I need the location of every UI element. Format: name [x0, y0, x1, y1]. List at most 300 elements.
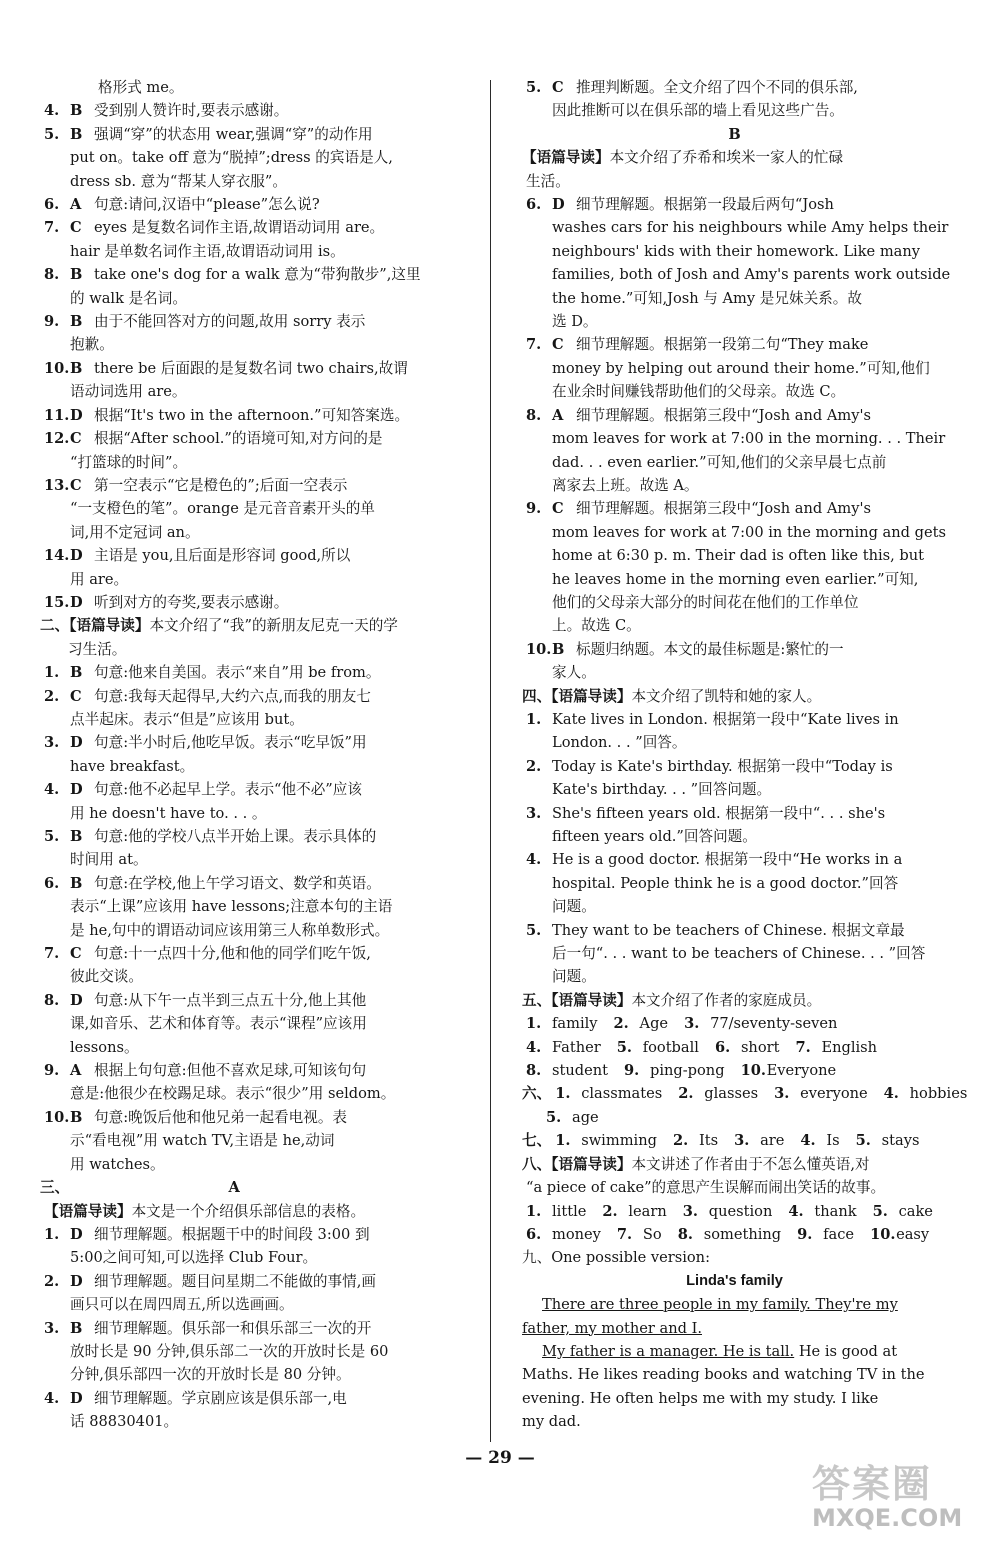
fill-word: money — [552, 1225, 601, 1243]
section-3-answers — [40, 1223, 475, 1434]
item-number: 2. — [672, 1132, 689, 1150]
answer-letter: D — [70, 1272, 83, 1290]
guide-text: “a piece of cake”的意思产生误解而闹出笑话的故事。 — [526, 1179, 886, 1197]
item-explanation: 句意:十一点四十分,他和他的同学们吃午饭, — [94, 945, 371, 963]
guide-label: 【语篇导读】 — [522, 149, 610, 167]
item-explanation-line: 因此推断可以在俱乐部的墙上看见这些广告。 — [552, 102, 844, 120]
answer-item — [40, 1317, 475, 1340]
item-explanation-line: washes cars for his neighbours while Amy helps their — [552, 219, 949, 237]
fill-word: Everyone — [766, 1062, 837, 1080]
fill-word: English — [821, 1038, 878, 1056]
item-number: 4. — [800, 1132, 816, 1150]
item-explanation: 句意:半小时后,他吃早饭。表示“吃早饭”用 — [94, 734, 367, 752]
fill-word: question — [708, 1202, 773, 1220]
item-number: 4. — [526, 1038, 542, 1056]
item-number: 13. — [44, 476, 70, 494]
answer-item — [40, 1223, 475, 1246]
item-explanation-line: 课,如音乐、艺术和体育等。表示“课程”应该用 — [70, 1015, 367, 1033]
guide-text: 本文是一个介绍俱乐部信息的表格。 — [131, 1202, 366, 1220]
item-explanation: 根据“After school.”的语境可知,对方问的是 — [94, 430, 383, 448]
item-explanation: 句意:从下午一点半到三点五十分,他上其他 — [94, 991, 367, 1009]
fill-word: thank — [814, 1202, 857, 1220]
item-explanation: 句意:他不必起早上学。表示“他不必”应该 — [94, 781, 362, 799]
item-explanation-line: 上。故选 C。 — [552, 617, 641, 635]
fill-row — [522, 1082, 968, 1105]
section-1-answers — [40, 99, 475, 614]
guide-text: 本文介绍了乔希和埃米一家人的忙碌 — [609, 149, 844, 167]
item-number: 10. — [740, 1062, 766, 1080]
fill-word: are — [760, 1132, 785, 1150]
passage-a-title: A — [228, 1179, 240, 1197]
answer-item — [522, 802, 947, 825]
section-9-heading: 九、One possible version: — [522, 1249, 711, 1267]
item-number: 6. — [714, 1038, 731, 1056]
fill-word: little — [552, 1202, 587, 1220]
item-explanation: 句意:晚饭后他和他兄弟一起看电视。表 — [94, 1108, 348, 1126]
answer-letter: A — [552, 406, 564, 424]
fill-word: stays — [881, 1132, 920, 1150]
item-explanation: 句意:我每天起得早,大约六点,而我的朋友七 — [94, 687, 371, 705]
item-explanation: 细节理解题。根据第一段最后两句“Josh — [576, 196, 834, 214]
section-3-label: 三、 — [40, 1179, 70, 1197]
item-number: 3. — [44, 1319, 60, 1337]
fill-word: age — [572, 1108, 599, 1126]
item-explanation-line: the home.”可知,Josh 与 Amy 是兄妹关系。故 — [552, 289, 862, 307]
item-explanation-line: have breakfast。 — [70, 757, 195, 775]
item-number: 9. — [44, 1062, 60, 1080]
fill-word: So — [642, 1225, 662, 1243]
answer-item — [522, 638, 947, 661]
item-number: 1. — [44, 1225, 60, 1243]
item-explanation: 强调“穿”的状态用 wear,强调“穿”的动作用 — [94, 125, 373, 143]
item-explanation: 细节理解题。根据题干中的时间段 3:00 到 — [94, 1225, 370, 1243]
answer-letter: C — [552, 336, 564, 354]
item-number: 5. — [44, 828, 60, 845]
fill-word: something — [703, 1225, 782, 1243]
answer-letter: C — [70, 430, 82, 448]
answer-letter: D — [70, 547, 83, 565]
item-explanation: 主语是 you,且后面是形容词 good,所以 — [94, 547, 351, 565]
answer-item — [40, 474, 475, 497]
item-number: 3. — [734, 1132, 750, 1150]
item-explanation-line: hair 是单数名词作主语,故谓语动词用 is。 — [70, 242, 345, 260]
answer-item — [40, 99, 475, 122]
passage-b-guide — [522, 146, 947, 169]
item-explanation: 句意:请问,汉语中“please”怎么说? — [94, 196, 320, 214]
fill-word: face — [823, 1225, 855, 1243]
answer-letter: B — [70, 266, 83, 284]
item-number: 11. — [44, 406, 70, 424]
answer-letter: D — [70, 1389, 83, 1407]
item-number: 4. — [44, 781, 60, 799]
item-number: 8. — [526, 1062, 542, 1080]
item-number: 8. — [44, 991, 60, 1009]
guide-text: 本文介绍了作者的家庭成员。 — [631, 991, 822, 1009]
item-explanation: 细节理解题。根据第三段中“Josh and Amy's — [576, 500, 871, 518]
item-number: 3. — [774, 1085, 790, 1103]
item-explanation-line: 问题。 — [552, 968, 596, 986]
section-2-answers — [40, 661, 475, 1176]
item-explanation: 句意:他的学校八点半开始上课。表示具体的 — [94, 828, 377, 845]
answer-item — [40, 263, 475, 286]
item-explanation-line: 离家去上班。故选 A。 — [552, 476, 699, 494]
item-explanation: Today is Kate's birthday. 根据第一段中“Today is — [552, 757, 893, 775]
item-explanation-line: 在业余时间赚钱帮助他们的父母亲。故选 C。 — [552, 383, 846, 401]
item-number: 5. — [872, 1202, 888, 1220]
answer-letter: D — [70, 593, 83, 611]
item-explanation-line: mom leaves for work at 7:00 in the morning and gets — [552, 523, 946, 541]
answer-item — [522, 333, 947, 356]
fill-word: hobbies — [909, 1085, 968, 1103]
fill-word: Age — [639, 1015, 669, 1033]
answer-item — [40, 989, 475, 1012]
section-8-heading — [522, 1153, 947, 1176]
answer-letter: D — [70, 781, 83, 799]
item-number: 9. — [624, 1062, 640, 1080]
item-number: 15. — [44, 593, 70, 611]
fill-word: swimming — [581, 1132, 657, 1150]
left-column — [40, 76, 475, 1434]
item-explanation-line: lessons。 — [70, 1038, 139, 1056]
item-number: 10. — [44, 359, 70, 377]
answer-item — [40, 123, 475, 146]
item-number: 4. — [44, 102, 60, 120]
item-explanation: take one's dog for a walk 意为“带狗散步”,这里 — [94, 266, 421, 284]
item-number: 2. — [602, 1202, 618, 1220]
answer-letter: B — [70, 1108, 83, 1126]
fill-word: Its — [698, 1132, 719, 1150]
item-explanation-line: 5:00之间可知,可以选择 Club Four。 — [70, 1249, 318, 1267]
item-explanation-line: Kate's birthday. . . ”回答问题。 — [552, 781, 772, 799]
fill-row — [522, 1059, 947, 1082]
answer-letter: B — [70, 359, 83, 377]
item-explanation-line: 用 watches。 — [70, 1155, 165, 1173]
section-2-label: 二、【语篇导读】 — [40, 617, 150, 635]
section-label: 六、 — [522, 1085, 552, 1103]
watermark-text: 答案圈 — [812, 1462, 933, 1506]
answer-item — [40, 310, 475, 333]
item-explanation-line: home at 6:30 p. m. Their dad is often like this, but — [552, 547, 925, 565]
section-8-label: 八、【语篇导读】 — [522, 1155, 632, 1173]
section-2-heading — [40, 614, 475, 637]
item-number: 9. — [44, 313, 60, 331]
answer-letter: D — [70, 734, 83, 752]
item-explanation-line: 后一句“. . . want to be teachers of Chinese. . . ”回答 — [552, 945, 926, 963]
answer-letter: A — [70, 1062, 82, 1080]
item-explanation-line: 时间用 at。 — [70, 851, 148, 869]
answer-letter: D — [552, 196, 565, 214]
item-explanation-line: 用 he doesn't have to. . . 。 — [70, 804, 267, 822]
answer-item — [40, 778, 475, 801]
essay-underlined: father, my mother and I. — [522, 1319, 702, 1337]
answer-letter: A — [70, 196, 82, 214]
fill-row — [522, 1129, 947, 1152]
essay-underlined: There are three people in my family. They're my — [542, 1296, 898, 1314]
item-explanation: eyes 是复数名词作主语,故谓语动词用 are。 — [94, 219, 385, 237]
item-number: 4. — [883, 1085, 899, 1103]
fill-word: Is — [826, 1132, 840, 1150]
guide-label: 【语篇导读】 — [44, 1202, 132, 1220]
item-number: 8. — [677, 1225, 693, 1243]
item-explanation-line: dress sb. 意为“帮某人穿衣服”。 — [70, 172, 287, 190]
item-explanation-line: 他们的父母亲大部分的时间花在他们的工作单位 — [552, 593, 859, 611]
item-number: 3. — [684, 1015, 700, 1033]
essay-underlined: My father is a manager. He is tall. — [542, 1342, 795, 1360]
answer-letter: B — [70, 1319, 83, 1337]
item-explanation-line: 示“看电视”用 watch TV,主语是 he,动词 — [70, 1132, 335, 1150]
item-number: 10. — [44, 1108, 70, 1126]
item-number: 1. — [526, 1015, 542, 1033]
item-number: 3. — [682, 1202, 699, 1220]
item-explanation: 细节理解题。根据第三段中“Josh and Amy's — [576, 406, 871, 424]
column-divider — [490, 80, 491, 1442]
item-explanation: 听到对方的夸奖,要表示感谢。 — [94, 593, 289, 611]
passage-b-title: B — [728, 125, 741, 143]
essay-text: He is good at — [794, 1342, 898, 1360]
item-explanation-line: dad. . . even earlier.”可知,他们的父亲早晨七点前 — [552, 453, 887, 471]
fill-row — [522, 1223, 947, 1246]
section-6-answers — [522, 1082, 968, 1129]
essay-line — [522, 1340, 947, 1363]
answer-item — [40, 404, 475, 427]
item-explanation: 由于不能回答对方的问题,故用 sorry 表示 — [94, 313, 366, 331]
continued-line: 格形式 me。 — [98, 79, 184, 96]
item-number: 6. — [526, 1225, 542, 1243]
item-explanation-line: 画只可以在周四周五,所以选画画。 — [70, 1296, 294, 1314]
fill-word: student — [552, 1062, 608, 1080]
item-number: 7. — [795, 1038, 811, 1056]
item-number: 6. — [44, 196, 60, 214]
item-explanation-line: 语动词选用 are。 — [70, 383, 187, 401]
answer-item — [40, 591, 475, 614]
guide-text: 本文介绍了凯特和她的家人。 — [631, 687, 822, 705]
answer-item — [40, 661, 475, 684]
page-number: — 29 — — [465, 1448, 535, 1468]
item-number: 10. — [526, 640, 552, 658]
answer-item — [40, 544, 475, 567]
fill-row — [522, 1036, 947, 1059]
item-number: 14. — [44, 547, 70, 565]
item-number: 7. — [526, 336, 542, 354]
item-explanation-line: “打篮球的时间”。 — [70, 453, 188, 471]
item-number: 2. — [526, 757, 542, 775]
section-2-guide-line: 习生活。 — [68, 640, 127, 658]
item-number: 2. — [44, 1272, 60, 1290]
fill-word: Father — [552, 1038, 601, 1056]
item-number: 2. — [613, 1015, 629, 1033]
item-explanation-line: 抱歉。 — [70, 336, 114, 354]
item-number: 1. — [555, 1132, 571, 1150]
item-explanation-line: 词,用不定冠词 an。 — [70, 523, 200, 541]
item-explanation-line: 问题。 — [552, 898, 596, 916]
answer-letter: C — [552, 500, 564, 518]
passage-a-guide — [40, 1200, 475, 1223]
answer-letter: B — [70, 102, 83, 120]
item-number: 5. — [526, 79, 542, 96]
answer-item — [522, 497, 947, 520]
item-number: 10. — [870, 1225, 896, 1243]
watermark-url: MXQE.COM — [812, 1504, 963, 1532]
fill-word: short — [740, 1038, 780, 1056]
item-explanation: Kate lives in London. 根据第一段中“Kate lives in — [552, 710, 899, 728]
item-number: 3. — [526, 804, 542, 822]
section-4-answers — [522, 708, 947, 989]
essay-line: evening. He often helps me with my study. I like — [522, 1389, 879, 1407]
item-number: 2. — [678, 1085, 694, 1103]
item-explanation-line: “一支橙色的笔”。orange 是元音音素开头的单 — [70, 500, 375, 518]
item-number: 6. — [526, 196, 542, 214]
item-explanation-line: mom leaves for work at 7:00 in the morning. . . Their — [552, 430, 946, 448]
section-label: 七、 — [522, 1132, 552, 1150]
item-explanation: 根据上句句意:但他不喜欢足球,可知该句句 — [94, 1062, 367, 1080]
guide-text: 本文讲述了作者由于不怎么懂英语,对 — [631, 1155, 870, 1173]
answer-letter: C — [70, 476, 82, 494]
answer-letter: D — [70, 991, 83, 1009]
item-number: 1. — [44, 664, 60, 682]
answer-letter: C — [552, 79, 564, 96]
answer-letter: D — [70, 406, 83, 424]
item-explanation-line: 点半起床。表示“但是”应该用 but。 — [70, 710, 304, 728]
item-explanation: He is a good doctor. 根据第一段中“He works in a — [552, 851, 903, 869]
answer-item — [522, 708, 947, 731]
item-explanation-line: 分钟,俱乐部四一次的开放时长是 80 分钟。 — [70, 1366, 351, 1384]
item-explanation-line: hospital. People think he is a good doctor.”回答 — [552, 874, 899, 892]
fill-row — [522, 1106, 947, 1129]
answer-item — [40, 1106, 475, 1129]
item-explanation-line: 话 88830401。 — [70, 1413, 179, 1431]
section-2-guide-line: 本文介绍了“我”的新朋友尼克一天的学 — [149, 617, 398, 635]
item-explanation: 句意:在学校,他上午学习语文、数学和英语。 — [94, 874, 381, 892]
item-number: 1. — [526, 710, 542, 728]
item-explanation-line: 选 D。 — [552, 313, 598, 331]
item-explanation-line: 放时长是 90 分钟,俱乐部二一次的开放时长是 60 — [70, 1342, 389, 1360]
answer-item — [40, 193, 475, 216]
item-number: 5. — [526, 921, 542, 939]
item-explanation-line: fifteen years old.”回答问题。 — [552, 828, 757, 845]
answer-item — [40, 1059, 475, 1082]
fill-word: easy — [896, 1225, 930, 1243]
fill-word: 77/seventy-seven — [710, 1015, 838, 1033]
answer-item — [40, 1270, 475, 1293]
answer-letter: D — [70, 1225, 83, 1243]
answer-item — [40, 357, 475, 380]
fill-row — [522, 1200, 947, 1223]
item-explanation: 受到别人赞许时,要表示感谢。 — [94, 102, 289, 120]
section-4-heading — [522, 685, 947, 708]
right-column — [522, 76, 968, 1434]
item-explanation-line: 表示“上课”应该用 have lessons;注意本句的主语 — [70, 898, 393, 916]
item-number: 3. — [44, 734, 60, 752]
item-explanation-line: 是 he,句中的谓语动词应该用第三人称单数形式。 — [70, 921, 390, 939]
item-explanation: 句意:他来自美国。表示“来自”用 be from。 — [94, 664, 381, 682]
item-explanation: there be 后面跟的是复数名词 two chairs,故谓 — [94, 359, 408, 377]
answer-item — [522, 76, 947, 99]
answer-item — [40, 872, 475, 895]
item-number: 4. — [788, 1202, 804, 1220]
section-3-answer-5 — [522, 76, 947, 123]
section-7-answers — [522, 1129, 947, 1152]
fill-row — [522, 1012, 947, 1035]
answer-letter: B — [552, 640, 565, 658]
section-5-heading — [522, 989, 947, 1012]
item-explanation-line: 意是:他很少在校踢足球。表示“很少”用 seldom。 — [70, 1085, 396, 1103]
item-explanation: 第一空表示“它是橙色的”;后面一空表示 — [94, 476, 348, 494]
section-8-answers — [522, 1200, 947, 1247]
item-number: 9. — [797, 1225, 813, 1243]
answer-letter: B — [70, 828, 83, 845]
essay-line: Maths. He likes reading books and watching TV in the — [522, 1366, 925, 1384]
section-5-answers — [522, 1012, 947, 1082]
answer-item — [522, 755, 947, 778]
item-explanation: 细节理解题。俱乐部一和俱乐部三一次的开 — [94, 1319, 372, 1337]
answer-item — [40, 685, 475, 708]
item-explanation: They want to be teachers of Chinese. 根据文章最 — [552, 921, 905, 939]
item-number: 2. — [44, 687, 60, 705]
passage-b-answers — [522, 193, 951, 685]
item-explanation-line: families, both of Josh and Amy's parents work outside — [552, 266, 951, 284]
answer-item — [40, 1387, 475, 1410]
item-explanation-line: put on。take off 意为“脱掉”;dress 的宾语是人, — [70, 149, 393, 167]
item-number: 1. — [526, 1202, 542, 1220]
item-number: 1. — [555, 1085, 571, 1103]
answer-letter: B — [70, 874, 83, 892]
item-number: 8. — [44, 266, 60, 284]
answer-letter: B — [70, 664, 83, 682]
fill-word: ping-pong — [650, 1062, 725, 1080]
essay-line — [522, 1293, 947, 1316]
section-5-label: 五、【语篇导读】 — [522, 991, 632, 1009]
item-number: 4. — [44, 1389, 60, 1407]
item-explanation: 标题归纳题。本文的最佳标题是:繁忙的一 — [576, 640, 844, 658]
fill-word: classmates — [581, 1085, 663, 1103]
essay-line — [522, 1317, 947, 1340]
item-explanation: 推理判断题。全文介绍了四个不同的俱乐部, — [576, 79, 858, 96]
item-explanation: She's fifteen years old. 根据第一段中“. . . she's — [552, 804, 886, 822]
answer-item — [40, 427, 475, 450]
answer-letter: B — [70, 313, 83, 331]
answer-item — [40, 825, 475, 848]
answer-item — [522, 404, 947, 427]
answer-letter: C — [70, 219, 82, 237]
answer-letter: C — [70, 945, 82, 963]
answer-item — [40, 942, 475, 965]
item-number: 9. — [526, 500, 542, 518]
item-number: 5. — [44, 125, 60, 143]
answer-item — [40, 731, 475, 754]
item-explanation: 细节理解题。根据第一段第二句“They make — [576, 336, 869, 354]
answer-item — [522, 919, 947, 942]
item-explanation-line: 彼此交谈。 — [70, 968, 143, 986]
fill-word: learn — [628, 1202, 667, 1220]
item-explanation-line: London. . . ”回答。 — [552, 734, 687, 752]
item-number: 5. — [855, 1132, 871, 1150]
guide-text: 生活。 — [526, 172, 570, 190]
item-explanation: 根据“It's two in the afternoon.”可知答案选。 — [94, 406, 410, 424]
fill-word: cake — [898, 1202, 933, 1220]
item-explanation-line: he leaves home in the morning even earlier.”可知, — [552, 570, 919, 588]
item-number: 12. — [44, 430, 70, 448]
item-explanation-line: neighbours' kids with their homework. Like many — [552, 242, 921, 260]
essay-line: my dad. — [522, 1413, 581, 1431]
item-explanation-line: money by helping out around their home.”可知,他们 — [552, 359, 930, 377]
item-number: 7. — [44, 945, 60, 963]
answer-item — [40, 216, 475, 239]
section-3-heading — [40, 1176, 475, 1199]
item-explanation-line: 的 walk 是名词。 — [70, 289, 187, 307]
fill-word: glasses — [704, 1085, 759, 1103]
fill-word: family — [552, 1015, 598, 1033]
item-number: 8. — [526, 406, 542, 424]
